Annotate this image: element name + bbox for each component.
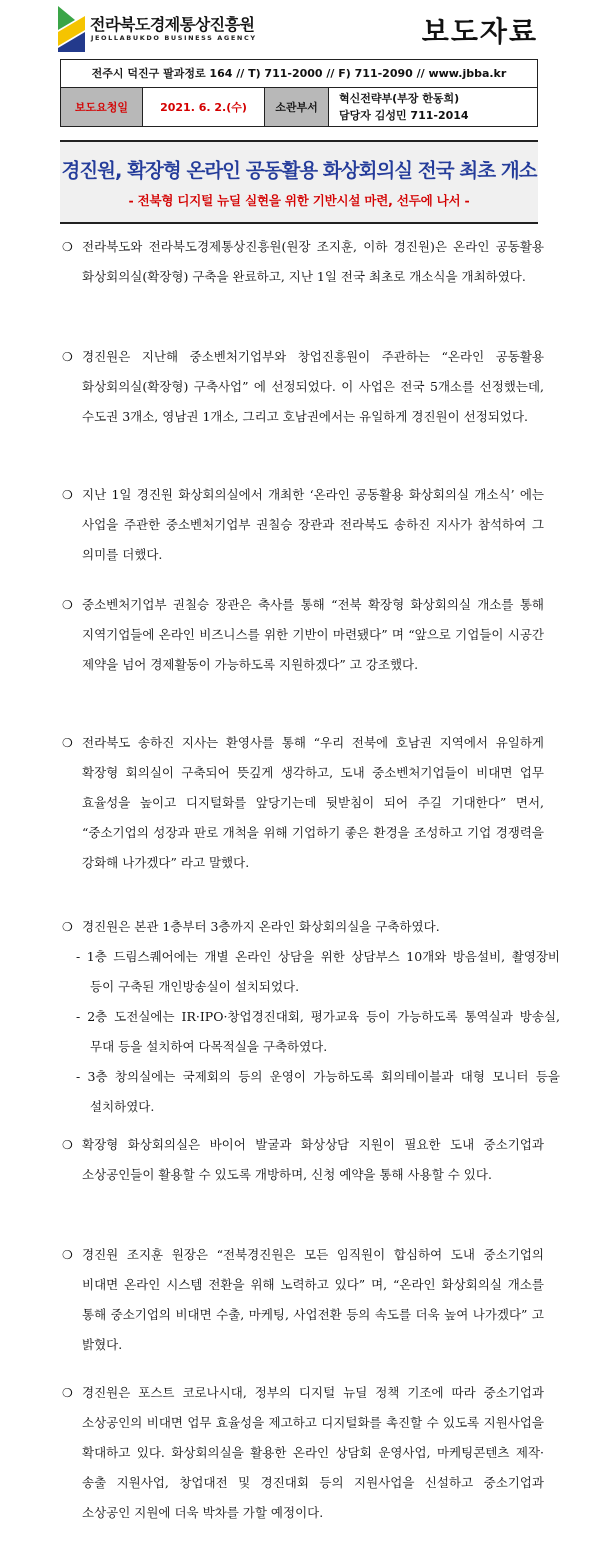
request-date: 2021. 6. 2.(수): [143, 88, 265, 126]
request-date-label: 보도요청일: [61, 88, 143, 126]
bullet-icon: ❍: [62, 920, 73, 934]
contact-person: 담당자 김성민 711-2014: [339, 109, 469, 122]
bullet-icon: ❍: [62, 488, 73, 502]
headline-title: 경진원, 확장형 온라인 공동활용 화상회의실 전국 최초 개소: [61, 159, 537, 182]
paragraph: [62, 912, 560, 1122]
paragraph-text: 지난 1일 경진원 화상회의실에서 개최한 ‘온라인 공동활용 화상회의실 개소식’ 에는 사업을 주관한 중소벤처기업부 권칠승 장관과 전라북도 송하진 지사가 참석하여 그 의미를 더했다.: [82, 487, 544, 562]
document-type: 보도자료: [421, 15, 538, 48]
paragraph-text: 확장형 화상회의실은 바이어 발굴과 화상상담 지원이 필요한 도내 중소기업과 소상공인들이 활용할 수 있도록 개방하며, 신청 예약을 통해 사용할 수 있다.: [82, 1137, 544, 1182]
floor-item: - 3층 창의실에는 국제회의 등의 운영이 가능하도록 회의테이블과 대형 모니터 등을 설치하였다.: [76, 1069, 560, 1114]
paragraph: [62, 1378, 548, 1528]
paragraph: [62, 480, 548, 570]
department-name: 혁신전략부(부장 한동희): [339, 92, 460, 105]
department-info: [329, 88, 537, 126]
floor-item: - 2층 도전실에는 IR·IPO·창업경진대회, 평가교육 등이 가능하도록 통역실과 방송실, 무대 등을 설치하여 다목적실을 구축하였다.: [76, 1009, 560, 1054]
agency-logo-icon: [55, 4, 87, 54]
paragraph: [62, 728, 548, 878]
bullet-icon: ❍: [62, 350, 73, 364]
paragraph-text: 경진원은 포스트 코로나시대, 정부의 디지털 뉴딜 정책 기조에 따라 중소기업과 소상공인의 비대면 업무 효율성을 제고하고 디지털화를 촉진할 수 있도록 지원사업을 확대하고 있다. 화상회의실을 활용한 온라인 상담회 운영사업, 마케팅콘텐츠 제작·송출 지원사업, 창업대전 및 경진대회 등의 지원사업을 신설하고 중소기업과 소상공인 지원에 더욱 박차를 가할 예정이다.: [82, 1385, 544, 1520]
paragraph: [62, 342, 548, 432]
bullet-icon: ❍: [62, 598, 73, 612]
paragraph-text: 경진원 조지훈 원장은 “전북경진원은 모든 임직원이 합심하여 도내 중소기업의 비대면 온라인 시스템 전환을 위해 노력하고 있다” 며, “온라인 화상회의실 개소를 통해 중소기업의 비대면 수출, 마케팅, 사업전환 등의 속도를 더욱 높여 나가겠다” 고 밝혔다.: [82, 1247, 544, 1352]
paragraph-text: 중소벤처기업부 권칠승 장관은 축사를 통해 “전북 확장형 화상회의실 개소를 통해 지역기업들에 온라인 비즈니스를 위한 기반이 마련됐다” 며 “앞으로 기업들이 시공간 제약을 넘어 경제활동이 가능하도록 지원하겠다” 고 강조했다.: [82, 597, 544, 672]
org-name-en: JEOLLABUKDO BUSINESS AGENCY: [91, 34, 257, 42]
contact-line: 전주시 덕진구 팔과정로 164 // T) 711-2000 // F) 711-2090 // www.jbba.kr: [61, 60, 537, 88]
org-name-ko: 전라북도경제통상진흥원: [90, 15, 255, 34]
bullet-icon: ❍: [62, 1138, 73, 1152]
bullet-icon: ❍: [62, 1248, 73, 1262]
paragraph-text: 경진원은 본관 1층부터 3층까지 온라인 화상회의실을 구축하였다.: [82, 919, 440, 934]
info-box: [60, 59, 538, 127]
paragraph-text: 전라북도와 전라북도경제통상진흥원(원장 조지훈, 이하 경진원)은 온라인 공동활용 화상회의실(확장형) 구축을 완료하고, 지난 1일 전국 최초로 개소식을 개최하였다.: [82, 239, 544, 284]
bullet-icon: ❍: [62, 1386, 73, 1400]
paragraph: [62, 1130, 548, 1190]
headline-subtitle: - 전북형 디지털 뉴딜 실현을 위한 기반시설 마련, 선두에 나서 -: [128, 193, 470, 208]
paragraph-text: 전라북도 송하진 지사는 환영사를 통해 “우리 전북에 호남권 지역에서 유일하게 확장형 회의실이 구축되어 뜻깊게 생각하고, 도내 중소벤처기업들이 비대면 업무 효율성을 높이고 디지털화를 앞당기는데 뒷받침이 되어 주길 기대한다” 면서, “중소기업의 성장과 판로 개척을 위해 기업하기 좋은 환경을 조성하고 기업 경쟁력을 강화해 나가겠다” 라고 말했다.: [82, 735, 544, 870]
paragraph: [62, 1240, 548, 1360]
headline-box: [60, 140, 538, 224]
paragraph: [62, 232, 548, 292]
paragraph-text: 경진원은 지난해 중소벤처기업부와 창업진흥원이 주관하는 “온라인 공동활용 화상회의실(확장형) 구축사업” 에 선정되었다. 이 사업은 전국 5개소를 선정했는데, 수도권 3개소, 영남권 1개소, 그리고 호남권에서는 유일하게 경진원이 선정되었다.: [82, 349, 544, 424]
bullet-icon: ❍: [62, 736, 73, 750]
bullet-icon: ❍: [62, 240, 73, 254]
department-label: 소관부서: [265, 88, 329, 126]
floor-item: - 1층 드림스퀘어에는 개별 온라인 상담을 위한 상담부스 10개와 방음설비, 촬영장비 등이 구축된 개인방송실이 설치되었다.: [76, 949, 560, 994]
paragraph: [62, 590, 548, 680]
